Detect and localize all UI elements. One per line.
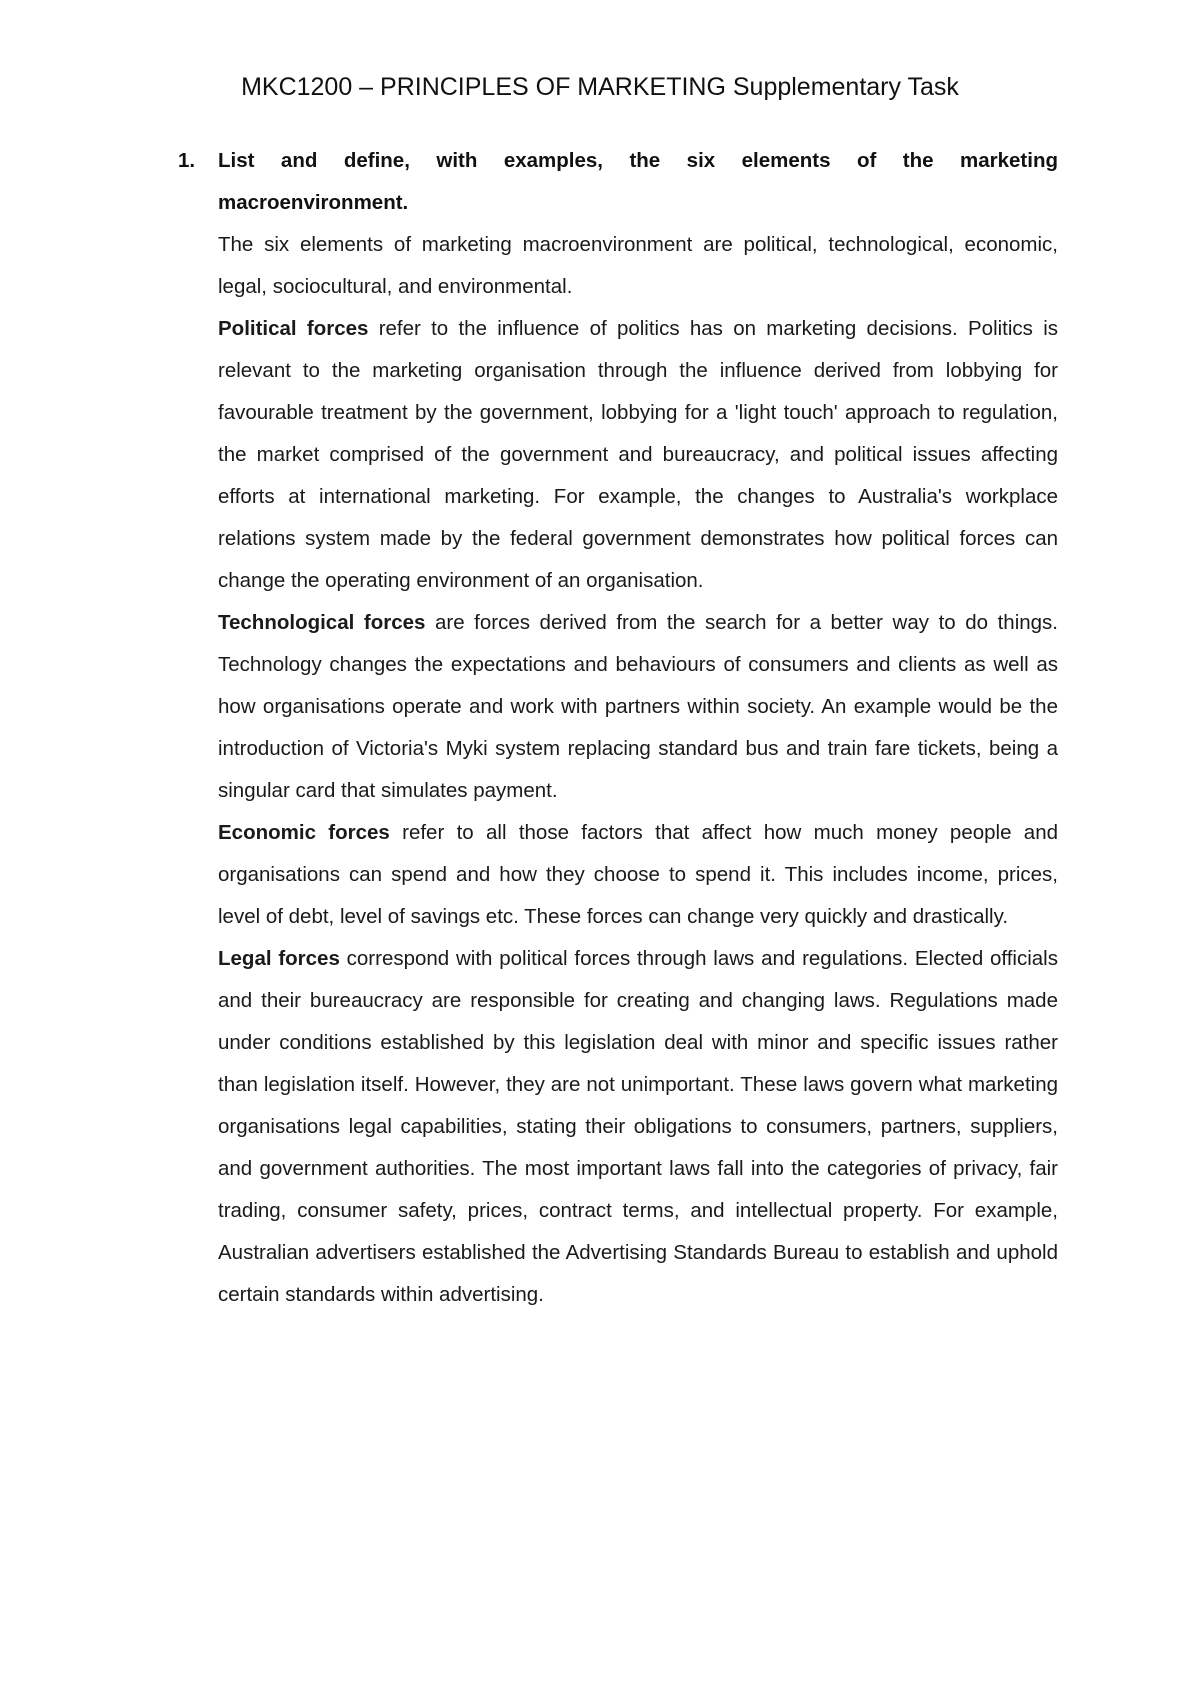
technological-forces-paragraph — [218, 602, 1058, 812]
question-1 — [178, 140, 1058, 1316]
question-text: List and define, with examples, the six elements of the marketing macroenvironment. — [218, 149, 1058, 214]
technological-forces-text: are forces derived from the search for a better way to do things. Technology changes the expectations and behaviours of consumers and clients as well as how organisations operate and work with partners within society. An example would be the introduction of Victoria's Myki system replacing standard bus and train fare tickets, being a singular card that simulates payment. — [218, 611, 1058, 802]
legal-forces-paragraph — [218, 938, 1058, 1316]
answer-body — [218, 224, 1058, 1316]
economic-forces-paragraph — [218, 812, 1058, 938]
question-number: 1. — [178, 149, 196, 172]
political-forces-term: Political forces — [218, 317, 369, 340]
technological-forces-term: Technological forces — [218, 611, 426, 634]
legal-forces-term: Legal forces — [218, 947, 340, 970]
political-forces-text: refer to the influence of politics has on marketing decisions. Politics is relevant to the marketing organisation through the influence derived from lobbying for favourable treatment by the government, lobbying for a 'light touch' approach to regulation, the market comprised of the government and bureaucracy, and political issues affecting efforts at international marketing. For example, the changes to Australia's workplace relations system made by the federal government demonstrates how political forces can change the operating environment of an organisation. — [218, 317, 1058, 592]
economic-forces-term: Economic forces — [218, 821, 390, 844]
legal-forces-text: correspond with political forces through laws and regulations. Elected officials and their bureaucracy are responsible for creating and changing laws. Regulations made under conditions established by this legislation deal with minor and specific issues rather than legislation itself. However, they are not unimportant. These laws govern what marketing organisations legal capabilities, stating their obligations to consumers, partners, suppliers, and government authorities. The most important laws fall into the categories of privacy, fair trading, consumer safety, prices, contract terms, and intellectual property. For example, Australian advertisers established the Advertising Standards Bureau to establish and uphold certain standards within advertising. — [218, 947, 1058, 1306]
answer-intro-paragraph: The six elements of marketing macroenvironment are political, technological, economic, legal, sociocultural, and environmental. — [218, 233, 1058, 298]
economic-forces-text: refer to all those factors that affect how much money people and organisations can spend and how they choose to spend it. This includes income, prices, level of debt, level of savings etc. These forces can change very quickly and drastically. — [218, 821, 1058, 928]
document-title: MKC1200 – PRINCIPLES OF MARKETING Supplementary Task — [241, 73, 959, 101]
question-heading — [178, 140, 1058, 224]
political-forces-paragraph — [218, 308, 1058, 602]
